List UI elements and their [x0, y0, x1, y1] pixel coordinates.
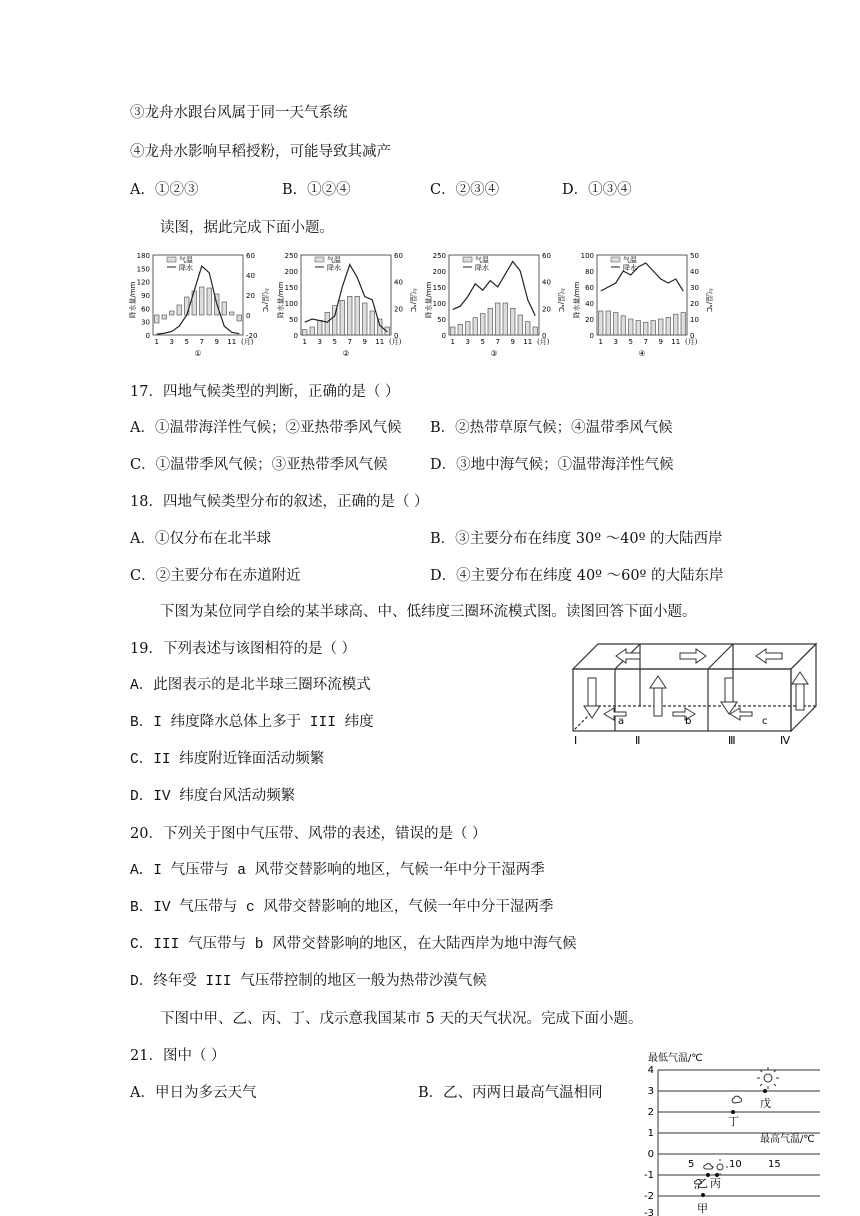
legend-precip-label: 降水 [475, 264, 489, 272]
q18-option-a: A．①仅分布在北半球 [130, 531, 271, 547]
intro-climate: 读图，据此完成下面小题。 [160, 220, 334, 236]
q16-option-a: A．①②③ [130, 182, 199, 198]
temperature-bar [511, 308, 516, 335]
month-tick-label: 9 [214, 338, 219, 346]
precip-axis-title: 降水量/mm [573, 281, 581, 319]
legend-temp-label: 气温 [179, 256, 193, 264]
month-tick-label: 1 [302, 338, 307, 346]
temperature-bar [170, 311, 175, 315]
legend-precip-label: 降水 [179, 264, 193, 272]
precip-tick-label: 0 [293, 332, 298, 340]
temperature-bar [325, 312, 330, 335]
temperature-bar [185, 297, 190, 315]
chart-number-label: ① [194, 349, 202, 358]
precip-tick-label: 100 [432, 300, 446, 308]
temp-tick-label: 40 [394, 278, 403, 287]
day-label-wu: 戊 [760, 1097, 771, 1110]
month-tick-label: 3 [465, 338, 470, 346]
month-tick-label: 5 [184, 338, 189, 346]
cloud-sun-icon [732, 1096, 741, 1103]
precip-axis-title: 降水量/mm [277, 281, 285, 319]
temp-axis-title: 气温/℃ [705, 287, 713, 313]
temperature-bar [355, 296, 360, 335]
legend-temp-label: 气温 [623, 256, 637, 264]
weather-xlabel: 最高气温/℃ [760, 1134, 815, 1145]
precip-tick-label: 30 [141, 318, 150, 327]
precip-tick-label: 200 [432, 268, 446, 276]
q18-option-c: C．②主要分布在赤道附近 [130, 568, 301, 584]
temp-axis-title: 气温/℃ [557, 287, 565, 313]
weather-ytick: -1 [644, 1170, 654, 1181]
q20-stem: 20．下列关于图中气压带、风带的表述，错误的是（ ） [130, 826, 487, 842]
day-label-bing: 丙 [710, 1177, 721, 1190]
cell-label-b: b [685, 716, 692, 727]
month-tick-label: 1 [450, 338, 455, 346]
sun-icon [764, 1074, 772, 1082]
month-tick-label: 7 [495, 338, 500, 346]
temp-tick-label: 50 [690, 252, 699, 260]
precip-tick-label: 60 [141, 305, 150, 314]
day-point-jia [701, 1193, 705, 1197]
precip-tick-label: 100 [580, 252, 594, 260]
temperature-bar [458, 324, 463, 335]
cell-label-a: a [618, 716, 625, 727]
temperature-bar [473, 318, 478, 335]
temp-tick-label: 10 [690, 316, 699, 324]
precip-tick-label: 150 [136, 265, 150, 274]
temperature-bar [222, 302, 227, 315]
precip-tick-label: 100 [284, 300, 298, 308]
temp-tick-label: 0 [394, 332, 399, 340]
precip-tick-label: 200 [284, 268, 298, 276]
cell-label-c: c [762, 716, 768, 727]
temp-tick-label: 20 [542, 305, 551, 314]
chart-frame [153, 255, 243, 335]
temp-tick-label: 0 [690, 332, 695, 340]
temperature-bar [651, 321, 656, 335]
month-unit-label: (月) [685, 338, 698, 346]
precip-tick-label: 250 [284, 252, 298, 260]
day-point-ding [731, 1110, 735, 1114]
temperature-bar [681, 313, 686, 335]
precip-tick-label: 150 [432, 284, 446, 292]
q20-option-d: D．终年受 III 气压带控制的地区一般为热带沙漠气候 [130, 974, 487, 990]
temp-tick-label: -20 [246, 332, 258, 340]
q16-option-c: C．②③④ [430, 182, 500, 198]
legend-temp-swatch [315, 257, 324, 262]
precip-tick-label: 120 [136, 278, 150, 287]
temperature-bar [230, 312, 235, 315]
temp-axis-title: 气温/℃ [409, 287, 417, 313]
month-tick-label: 5 [628, 338, 633, 346]
temperature-bar [451, 327, 456, 335]
precip-tick-label: 150 [284, 284, 298, 292]
temp-tick-label: 20 [246, 292, 255, 300]
weather-ytick: -2 [644, 1191, 654, 1202]
temperature-bar [606, 311, 611, 335]
temperature-bar [621, 316, 626, 335]
precip-tick-label: 250 [432, 252, 446, 260]
temperature-bar [666, 317, 671, 335]
temp-tick-label: 40 [246, 272, 255, 280]
precip-tick-label: 0 [441, 332, 446, 340]
q18-option-b: B．③主要分布在纬度 30º ～40º 的大陆西岸 [430, 531, 723, 547]
temp-axis-title: 气温/℃ [261, 287, 269, 313]
sun-icon [717, 1164, 723, 1170]
temperature-bar [303, 330, 308, 335]
day-point-wu [763, 1089, 767, 1093]
temp-tick-label: 60 [542, 252, 551, 260]
q21-option-a: A．甲日为多云天气 [130, 1085, 257, 1101]
weather-ytick: 2 [647, 1107, 654, 1118]
temperature-bar [370, 311, 375, 335]
temp-tick-label: 40 [542, 278, 551, 287]
temperature-bar [674, 314, 679, 335]
intro-circulation: 下图为某位同学自绘的某半球高、中、低纬度三圈环流模式图。读图回答下面小题。 [160, 604, 697, 620]
temperature-bar [318, 320, 323, 335]
temperature-bar [533, 327, 538, 335]
cloud-icon [704, 1164, 713, 1169]
lat-label-1: Ⅰ [574, 734, 578, 747]
q17-option-b: B．②热带草原气候；④温带季风气候 [430, 420, 673, 436]
month-tick-label: 7 [347, 338, 352, 346]
weather-ytick: -3 [644, 1208, 654, 1216]
temperature-bar [599, 311, 604, 335]
chart-number-label: ④ [638, 349, 646, 358]
month-tick-label: 3 [169, 338, 174, 346]
temperature-bar [503, 303, 508, 335]
intro-weather: 下图中甲、乙、丙、丁、戊示意我国某市 5 天的天气状况。完成下面小题。 [160, 1011, 643, 1027]
legend-temp-swatch [167, 257, 176, 262]
temperature-bar [659, 319, 664, 335]
legend-precip-label: 降水 [327, 264, 341, 272]
month-tick-label: 7 [643, 338, 648, 346]
precipitation-line [157, 266, 240, 334]
precipitation-line [305, 265, 388, 332]
month-tick-label: 11 [375, 338, 385, 346]
temperature-bar [481, 314, 486, 335]
temperature-bar [466, 322, 471, 335]
weather-ylabel: 最低气温/℃ [648, 1053, 703, 1064]
temperature-bar [614, 313, 619, 335]
temperature-bar [348, 296, 353, 335]
temperature-bar [518, 315, 523, 335]
month-tick-label: 1 [154, 338, 159, 346]
precip-tick-label: 40 [585, 300, 594, 308]
precip-tick-label: 60 [585, 284, 594, 292]
temp-tick-label: 20 [394, 305, 403, 314]
temperature-bar [310, 327, 315, 335]
temp-tick-label: 20 [690, 300, 699, 308]
legend-temp-swatch [611, 257, 620, 262]
temp-tick-label: 0 [246, 312, 251, 320]
temperature-bar [629, 319, 634, 335]
q18-stem: 18．四地气候类型分布的叙述，正确的是（ ） [130, 494, 429, 510]
month-tick-label: 3 [613, 338, 618, 346]
legend-temp-label: 气温 [475, 256, 489, 264]
q19-option-b: B．I 纬度降水总体上多于 III 纬度 [130, 715, 374, 731]
temp-tick-label: 30 [690, 284, 699, 292]
precip-tick-label: 80 [585, 268, 594, 276]
temperature-bar [207, 288, 212, 315]
q21-stem: 21．图中（ ） [130, 1048, 226, 1064]
weather-xtick: 5 [688, 1159, 695, 1170]
precipitation-line [453, 261, 536, 315]
weather-ytick: 3 [647, 1086, 654, 1097]
legend-temp-swatch [463, 257, 472, 262]
precip-tick-label: 50 [437, 316, 446, 324]
weather-ytick: 1 [647, 1128, 654, 1139]
q17-option-a: A．①温带海洋性气候；②亚热带季风气候 [130, 420, 402, 436]
q19-option-d: D．IV 纬度台风活动频繁 [130, 789, 296, 805]
precip-axis-title: 降水量/mm [129, 281, 137, 319]
chart-number-label: ② [342, 349, 350, 358]
weather-xtick: 15 [768, 1159, 781, 1170]
precip-tick-label: 50 [289, 316, 298, 324]
legend-precip-label: 降水 [623, 264, 637, 272]
temperature-bar [200, 287, 205, 315]
q21-option-b: B．乙、丙两日最高气温相同 [418, 1085, 603, 1101]
temperature-bar [488, 308, 493, 335]
month-tick-label: 5 [480, 338, 485, 346]
temperature-bar [155, 315, 160, 323]
temperature-bar [526, 322, 531, 335]
lat-label-3: Ⅲ [728, 734, 736, 747]
weather-xtick: 10 [729, 1159, 742, 1170]
temp-tick-label: 0 [542, 332, 547, 340]
q19-stem: 19．下列表述与该图相符的是（ ） [130, 641, 357, 657]
q19-option-c: C．II 纬度附近锋面活动频繁 [130, 752, 325, 768]
weather-chart [640, 1048, 840, 1216]
climate-charts [125, 245, 713, 360]
chart-number-label: ③ [490, 349, 498, 358]
month-unit-label: (月) [241, 338, 254, 346]
temperature-bar [496, 303, 501, 335]
precip-axis-title: 降水量/mm [425, 281, 433, 319]
q18-option-d: D．④主要分布在纬度 40º ～60º 的大陆东岸 [430, 568, 724, 584]
month-tick-label: 11 [523, 338, 533, 346]
day-label-yi: 乙 [697, 1177, 708, 1190]
q16-option-b: B．①②④ [282, 182, 351, 198]
temperature-bar [162, 315, 167, 319]
precip-tick-label: 0 [145, 332, 150, 340]
month-unit-label: (月) [389, 338, 402, 346]
q20-option-b: B．IV 气压带与 c 风带交替影响的地区，气候一年中分干湿两季 [130, 900, 554, 916]
month-tick-label: 9 [658, 338, 663, 346]
q16-statement-4: ④龙舟水影响早稻授粉，可能导致其减产 [130, 144, 391, 160]
month-tick-label: 9 [510, 338, 515, 346]
temperature-bar [340, 300, 345, 335]
q17-stem: 17．四地气候类型的判断，正确的是（ ） [130, 384, 400, 400]
temp-tick-label: 60 [246, 252, 255, 260]
weather-ytick: 4 [647, 1065, 654, 1076]
month-tick-label: 5 [332, 338, 337, 346]
temperature-bar [177, 305, 182, 315]
day-label-jia: 甲 [697, 1202, 708, 1215]
month-tick-label: 7 [199, 338, 204, 346]
month-tick-label: 3 [317, 338, 322, 346]
precip-tick-label: 20 [585, 316, 594, 324]
temperature-bar [363, 303, 368, 335]
temperature-bar [636, 321, 641, 335]
day-label-ding: 丁 [728, 1115, 739, 1128]
lat-label-4: Ⅳ [780, 734, 791, 747]
precip-tick-label: 180 [136, 252, 150, 260]
month-tick-label: 9 [362, 338, 367, 346]
month-tick-label: 11 [227, 338, 237, 346]
month-unit-label: (月) [537, 338, 550, 346]
precip-tick-label: 90 [141, 292, 150, 300]
temp-tick-label: 40 [690, 268, 699, 276]
temp-tick-label: 60 [394, 252, 403, 260]
precip-tick-label: 0 [589, 332, 594, 340]
q17-option-d: D．③地中海气候；①温带海洋性气候 [430, 457, 674, 473]
q20-option-c: C．III 气压带与 b 风带交替影响的地区，在大陆西岸为地中海气候 [130, 937, 577, 953]
legend-temp-label: 气温 [327, 256, 341, 264]
temperature-bar [237, 315, 242, 321]
q16-statement-3: ③龙舟水跟台风属于同一天气系统 [130, 105, 348, 121]
three-cell-circulation-diagram [570, 636, 820, 748]
q20-option-a: A．I 气压带与 a 风带交替影响的地区，气候一年中分干湿两季 [130, 863, 545, 879]
temperature-bar [644, 322, 649, 335]
q16-option-d: D．①③④ [562, 182, 632, 198]
month-tick-label: 11 [671, 338, 681, 346]
month-tick-label: 1 [598, 338, 603, 346]
lat-label-2: Ⅱ [635, 734, 641, 747]
q19-option-a: A．此图表示的是北半球三圈环流模式 [130, 678, 371, 694]
weather-ytick: 0 [647, 1149, 654, 1160]
q17-option-c: C．①温带季风气候；③亚热带季风气候 [130, 457, 388, 473]
